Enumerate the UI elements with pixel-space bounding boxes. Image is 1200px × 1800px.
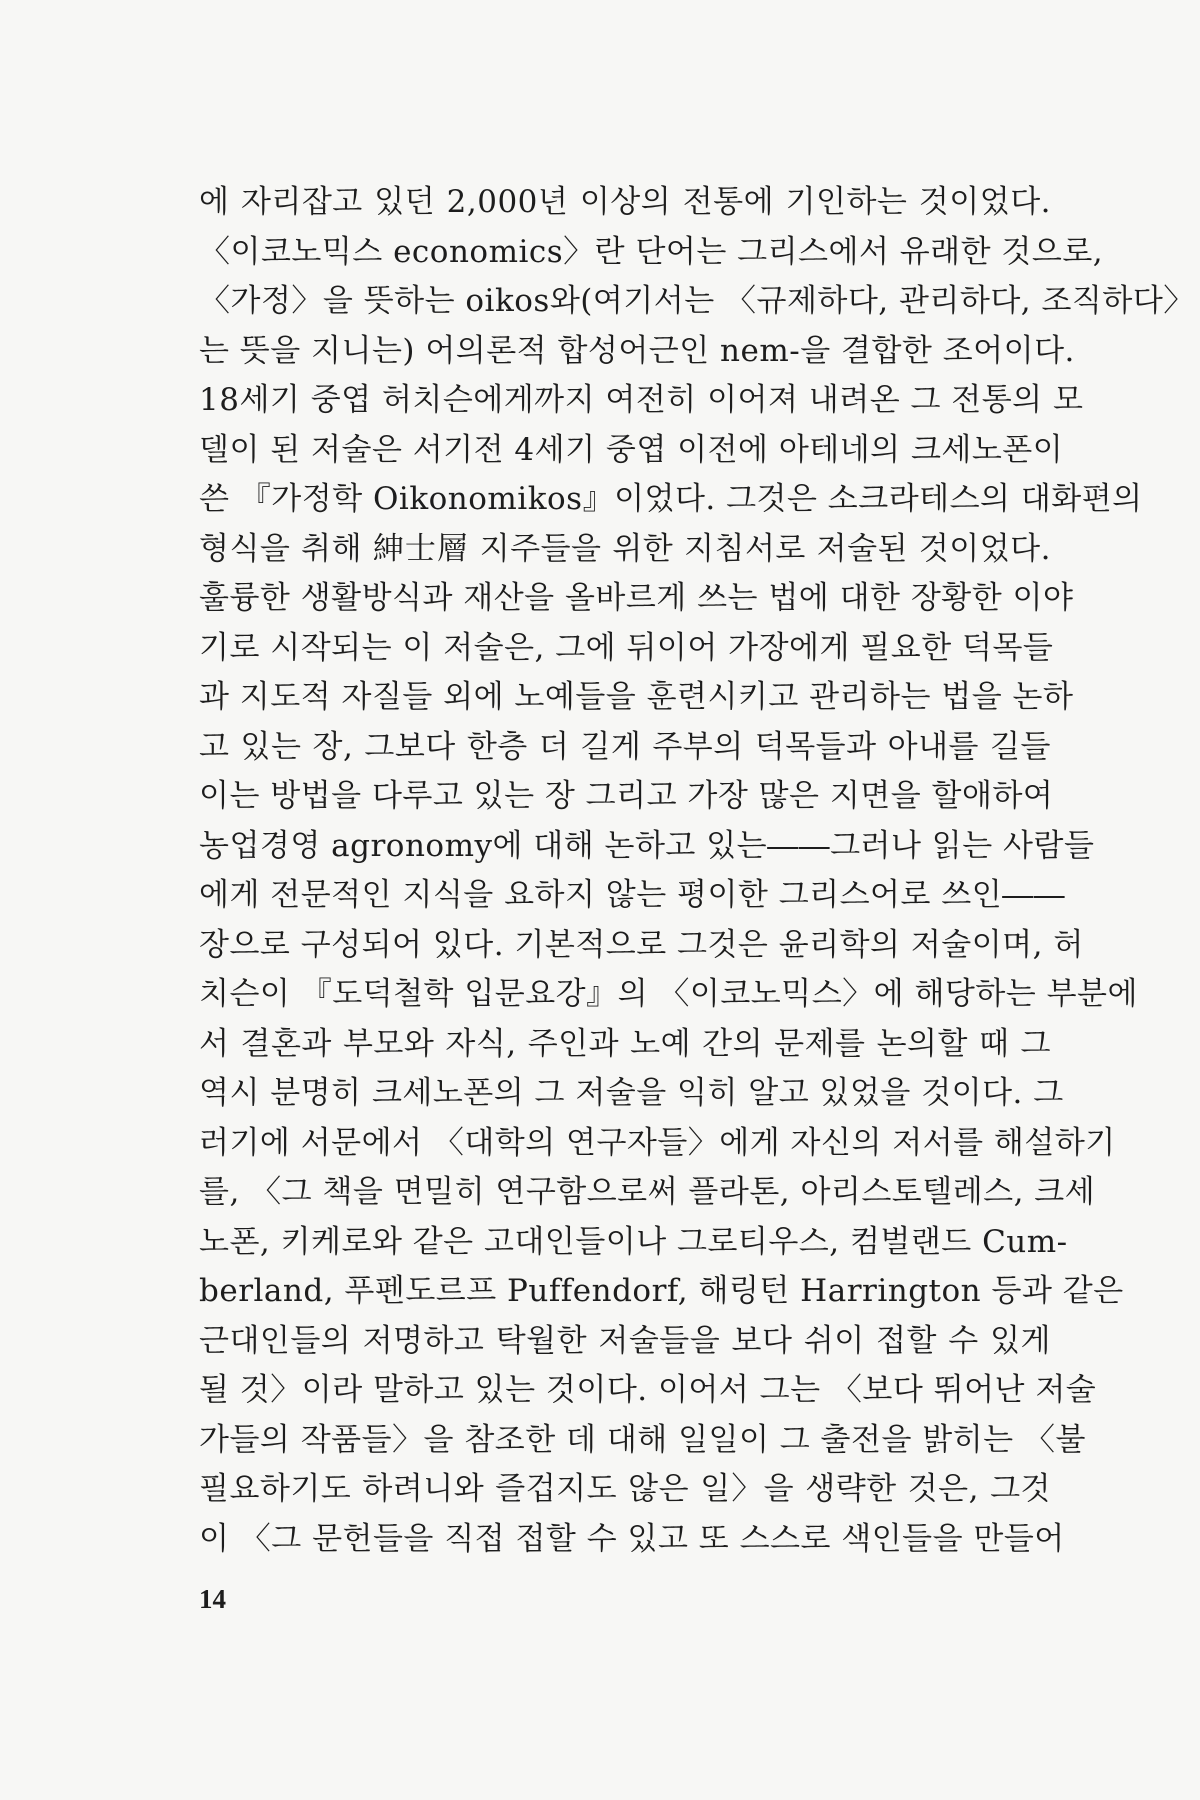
- body-text: [199, 178, 1195, 1564]
- text-line: 가들의 작품들〉을 참조한 데 대해 일일이 그 출전을 밝히는 〈불: [199, 1421, 1086, 1458]
- text-line: 서 결혼과 부모와 자식, 주인과 노예 간의 문제를 논의할 때 그: [199, 1025, 1051, 1062]
- text-line: 과 지도적 자질들 외에 노예들을 훈련시키고 관리하는 법을 논하: [199, 679, 1074, 715]
- text-line: 고 있는 장, 그보다 한층 더 길게 주부의 덕목들과 아내를 길들: [199, 728, 1051, 765]
- text-line: 〈가정〉을 뜻하는 oikos와(여기서는 〈규제하다, 관리하다, 조직하다〉: [199, 283, 1195, 319]
- text-line: 를, 〈그 책을 면밀히 연구함으로써 플라톤, 아리스토텔레스, 크세: [199, 1174, 1096, 1210]
- text-line: 〈이코노믹스 economics〉란 단어는 그리스에서 유래한 것으로,: [199, 233, 1104, 270]
- text-line: 필요하기도 하려니와 즐겁지도 않은 일〉을 생략한 것은, 그것: [199, 1471, 1051, 1507]
- text-line: 이 〈그 문헌들을 직접 접할 수 있고 또 스스로 색인들을 만들어: [199, 1520, 1065, 1557]
- text-line: 러기에 서문에서 〈대학의 연구자들〉에게 자신의 저서를 해설하기: [199, 1124, 1116, 1161]
- text-line: 형식을 취해 紳士層 지주들을 위한 지침서로 저술된 것이었다.: [199, 530, 1051, 567]
- text-line: 이는 방법을 다루고 있는 장 그리고 가장 많은 지면을 할애하여: [199, 778, 1054, 814]
- page-number: 14: [199, 1584, 226, 1614]
- text-line: 노폰, 키케로와 같은 고대인들이나 그로티우스, 컴벌랜드 Cum-: [199, 1223, 1068, 1260]
- text-line: 18세기 중엽 허치슨에게까지 여전히 이어져 내려온 그 전통의 모: [199, 382, 1084, 418]
- text-line: 는 뜻을 지니는) 어의론적 합성어근인 nem-을 결합한 조어이다.: [199, 332, 1075, 369]
- text-line: 에게 전문적인 지식을 요하지 않는 평이한 그리스어로 쓰인――: [199, 877, 1066, 913]
- text-line: 델이 된 저술은 서기전 4세기 중엽 이전에 아테네의 크세노폰이: [199, 431, 1064, 468]
- text-line: 장으로 구성되어 있다. 기본적으로 그것은 윤리학의 저술이며, 허: [199, 926, 1084, 963]
- text-line: 에 자리잡고 있던 2,000년 이상의 전통에 기인하는 것이었다.: [199, 184, 1051, 220]
- text-line: 기로 시작되는 이 저술은, 그에 뒤이어 가장에게 필요한 덕목들: [199, 629, 1054, 666]
- text-line: 치슨이 『도덕철학 입문요강』의 〈이코노믹스〉에 해당하는 부분에: [199, 976, 1138, 1012]
- text-line: 역시 분명히 크세노폰의 그 저술을 익히 알고 있었을 것이다. 그: [199, 1075, 1064, 1111]
- text-line: 훌륭한 생활방식과 재산을 올바르게 쓰는 법에 대한 장황한 이야: [199, 580, 1074, 616]
- text-line: 농업경영 agronomy에 대해 논하고 있는――그러나 읽는 사람들: [199, 827, 1095, 864]
- text-line: 쓴 『가정학 Oikonomikos』이었다. 그것은 소크라테스의 대화편의: [199, 481, 1143, 517]
- text-line: 될 것〉이라 말하고 있는 것이다. 이어서 그는 〈보다 뛰어난 저술: [199, 1372, 1097, 1408]
- text-line: 근대인들의 저명하고 탁월한 저술들을 보다 쉬이 접할 수 있게: [199, 1322, 1051, 1359]
- text-line: berland, 푸펜도르프 Puffendorf, 해링턴 Harrington 등과 같은: [199, 1273, 1124, 1309]
